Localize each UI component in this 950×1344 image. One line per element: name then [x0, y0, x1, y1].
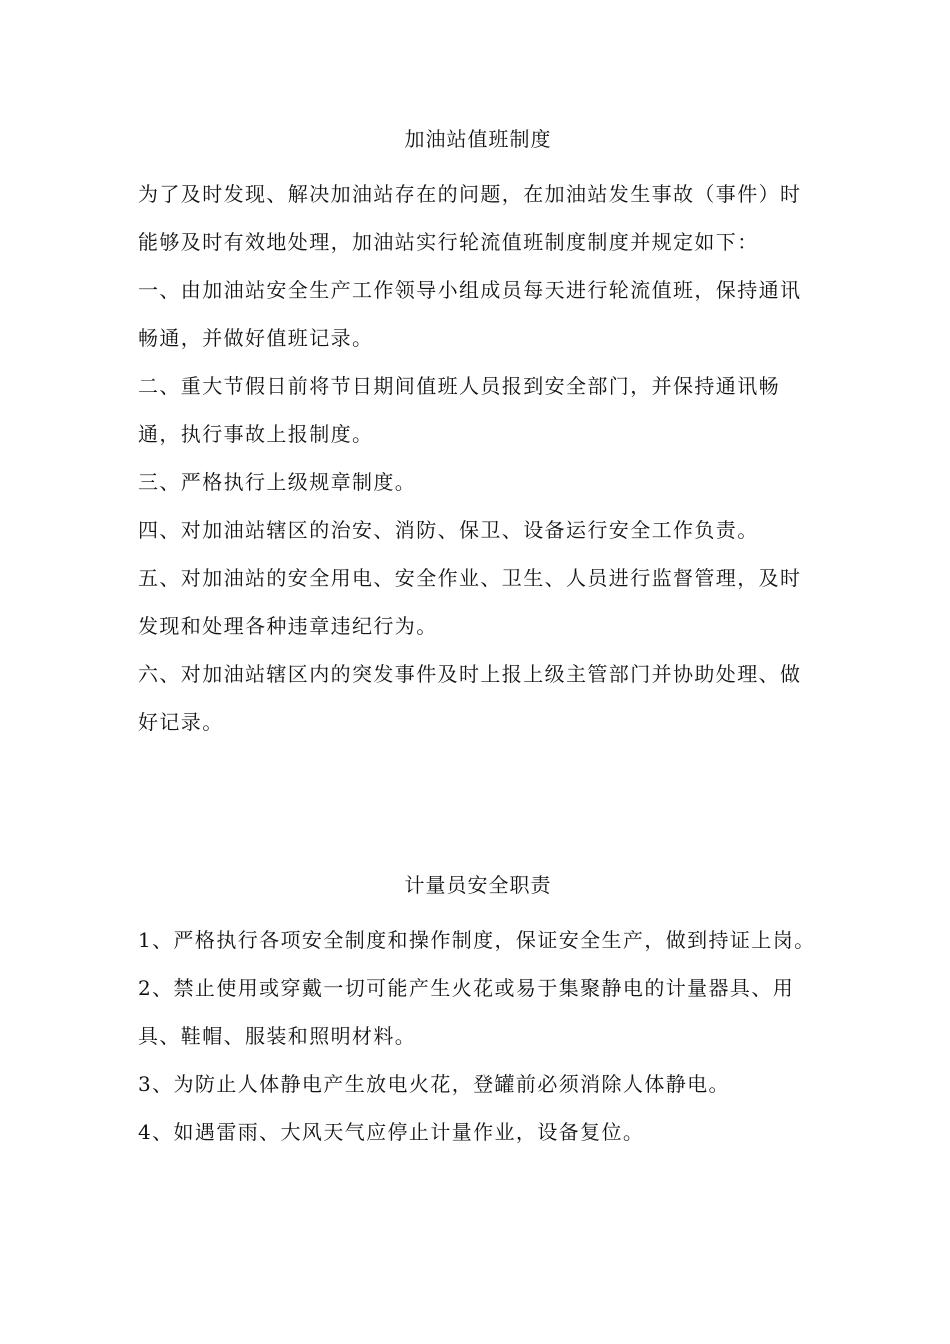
rule-item-1: 一、由加油站安全生产工作领导小组成员每天进行轮流值班，保持通讯畅通，并做好值班记录。: [138, 278, 802, 350]
metering-duty-section: [138, 868, 818, 1156]
rule-item-5: 五、对加油站的安全用电、安全作业、卫生、人员进行监督管理，及时发现和处理各种违章违纪行为。: [138, 566, 802, 638]
duty-item-1: 1、严格执行各项安全制度和操作制度，保证安全生产，做到持证上岗。: [138, 928, 816, 952]
rule-item-4: 四、对加油站辖区的治安、消防、保卫、设备运行安全工作负责。: [138, 518, 759, 542]
duty-item-3: 3、为防止人体静电产生放电火花，登罐前必须消除人体静电。: [138, 1072, 730, 1096]
rule-item-6: 六、对加油站辖区内的突发事件及时上报上级主管部门并协助处理、做好记录。: [138, 662, 802, 734]
duty-item-2: 2、禁止使用或穿戴一切可能产生火花或易于集聚静电的计量器具、用具、鞋帽、服装和照明材料。: [138, 976, 795, 1048]
duty-system-section: [138, 122, 818, 746]
rule-item-3: 三、严格执行上级规章制度。: [138, 470, 417, 494]
metering-duty-title: 计量员安全职责: [404, 873, 552, 897]
duty-item-4: 4、如遇雷雨、大风天气应停止计量作业，设备复位。: [138, 1120, 645, 1144]
duty-system-title: 加油站值班制度: [404, 127, 552, 151]
rule-item-2: 二、重大节假日前将节日期间值班人员报到安全部门，并保持通讯畅通，执行事故上报制度。: [138, 374, 780, 446]
intro-paragraph: 为了及时发现、解决加油站存在的问题，在加油站发生事故（事件）时能够及时有效地处理，加油站实行轮流值班制度制度并规定如下：: [138, 182, 802, 254]
